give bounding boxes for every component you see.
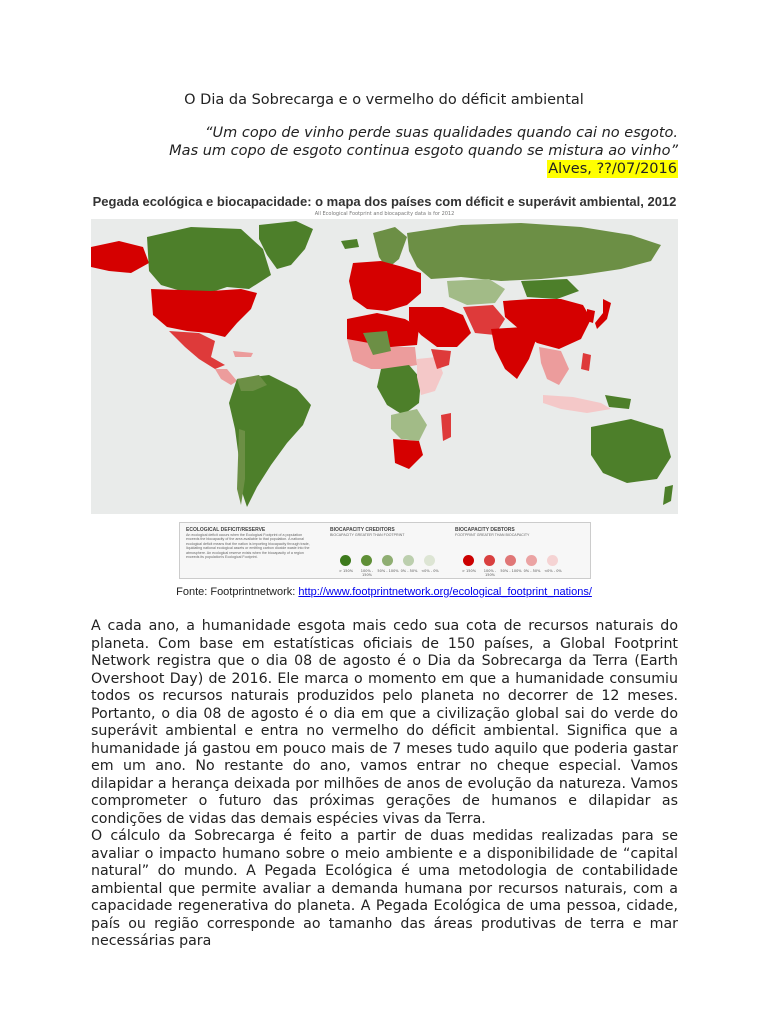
body-paragraph-1: A cada ano, a humanidade esgota mais cedo sua cota de recursos naturais do planeta. Com base em estatísticas oficiais de 150 países, a Global Footprint Network registra que o dia 08 de agosto é o Dia da Sobrecarga da Terra (Earth Overshoot Day) de 2016. Ele marca o momento em que a humanidade consumiu todos os recursos naturais produzidos pelo planeta no decorrer de 12 meses. Portanto, o dia 08 de agosto é o dia em que a civilização global sai do verde do superávit ambiental e entra no vermelho do déficit ambiental. Significa que a humanidade já gastou em pouco mais de 7 meses tudo aquilo que poderia gastar em um ano. No restante do ano, vamos entrar no cheque especial. Vamos dilapidar a herança deixada por milhões de anos de evolução da natureza. Vamos comprometer o futuro das próximas gerações de humanos e dilapidar as condições de vidas das demais espécies vivas da Terra. [91, 618, 678, 827]
legend-reserve-block [186, 527, 316, 559]
creditor-swatch-1 [340, 555, 351, 566]
legend-creditors-subheading: BIOCAPACITY GREATER THAN FOOTPRINT [330, 533, 405, 537]
map-korea [587, 309, 595, 323]
creditor-swatch-label-2: 100% - 150% [360, 569, 374, 577]
figure-source [0, 586, 768, 598]
figure-title: Pegada ecológica e biocapacidade: o mapa dos países com déficit e superávit ambiental, 2012 [92, 194, 677, 209]
map-southeast-asia [539, 347, 569, 385]
map-australia [591, 419, 671, 483]
creditor-swatch-5 [424, 555, 435, 566]
map-japan [595, 299, 611, 329]
map-new-zealand [663, 485, 673, 505]
debtor-swatch-4 [526, 555, 537, 566]
map-usa [151, 289, 257, 337]
creditor-swatch-label-4: 0% - 50% [400, 569, 418, 573]
legend-creditors-heading: BIOCAPACITY CREDITORS [330, 527, 395, 533]
map-iceland [341, 239, 359, 249]
map-legend [179, 522, 591, 579]
debtor-swatch-3 [505, 555, 516, 566]
creditor-swatch-4 [403, 555, 414, 566]
epigraph-quote [169, 124, 678, 160]
world-map [91, 219, 678, 514]
figure-subtitle: All Ecological Footprint and biocapacity data is for 2012 [314, 211, 455, 217]
map-indonesia [543, 395, 611, 413]
legend-reserve-heading: ECOLOGICAL DEFICIT/RESERVE [186, 527, 266, 533]
map-madagascar [441, 413, 451, 441]
map-mongolia [521, 279, 579, 299]
world-map-figure [91, 192, 678, 584]
quote-author-highlighted: Alves, ??/07/2016 [548, 161, 677, 177]
body-paragraph-2: O cálculo da Sobrecarga é feito a partir de duas medidas realizadas para se avaliar o impacto humano sobre o meio ambiente e a disponibilidade de “capital natural” do mundo. A Pegada Ecológica é uma metodologia de contabilidade ambiental que permite avaliar a demanda humana por recursos naturais, com a capacidade regenerativa do planeta. A Pegada Ecológica de uma pessoa, cidade, país ou região corresponde ao tamanho das áreas produtivas de terra e mar necessárias para [91, 828, 678, 949]
creditor-swatch-label-5: <0% - 0% [421, 569, 439, 573]
map-canada [147, 227, 271, 293]
world-map-svg [91, 219, 678, 514]
debtor-swatch-label-3: 50% - 100% [500, 569, 522, 573]
debtor-swatch-label-5: <0% - 0% [544, 569, 562, 573]
map-caribbean [233, 351, 253, 357]
debtor-swatch-label-4: 0% - 50% [523, 569, 541, 573]
map-central-africa [377, 365, 421, 415]
creditor-swatch-label-1: > 150% [338, 569, 354, 573]
map-europe [349, 261, 421, 311]
map-south-africa [393, 439, 423, 469]
map-greenland [259, 221, 313, 269]
map-philippines [581, 353, 591, 371]
debtor-swatch-5 [547, 555, 558, 566]
source-link[interactable]: http://www.footprintnetwork.org/ecological_footprint_nations/ [298, 586, 592, 598]
map-mexico [169, 331, 225, 369]
source-label: Fonte: Footprintnetwork: [176, 586, 299, 598]
map-central-america [215, 369, 237, 385]
map-southern-africa-mid [391, 409, 427, 441]
map-png [605, 395, 631, 409]
legend-reserve-text: An ecological deficit occurs when the Ecological Footprint of a population exceeds the biocapacity of the area available to that population. A national ecological deficit means that the nation is importing biocapacity through trade, liquidating national ecological assets or emitting carbon dioxide waste into the atmosphere. An ecological reserve exists when the biocapacity of a region exceeds its population's Ecological Footprint. [186, 533, 310, 560]
map-russia [407, 223, 661, 281]
debtor-swatch-1 [463, 555, 474, 566]
creditor-swatch-2 [361, 555, 372, 566]
debtor-swatch-2 [484, 555, 495, 566]
map-alaska [91, 241, 149, 273]
creditor-swatch-label-3: 50% - 100% [377, 569, 399, 573]
document-title: O Dia da Sobrecarga e o vermelho do déficit ambiental [184, 92, 584, 108]
quote-line-2: Mas um copo de esgoto continua esgoto quando se mistura ao vinho” [169, 143, 678, 159]
legend-creditors-block [330, 527, 450, 537]
quote-line-1: “Um copo de vinho perde suas qualidades quando cai no esgoto. [205, 125, 678, 141]
creditor-swatch-3 [382, 555, 393, 566]
debtor-swatch-label-1: > 150% [461, 569, 477, 573]
legend-debtors-heading: BIOCAPACITY DEBTORS [455, 527, 515, 533]
debtor-swatch-label-2: 100% - 150% [483, 569, 497, 577]
legend-debtors-subheading: FOOTPRINT GREATER THAN BIOCAPACITY [455, 533, 530, 537]
legend-debtors-block [455, 527, 580, 537]
map-kazakhstan [447, 279, 505, 305]
